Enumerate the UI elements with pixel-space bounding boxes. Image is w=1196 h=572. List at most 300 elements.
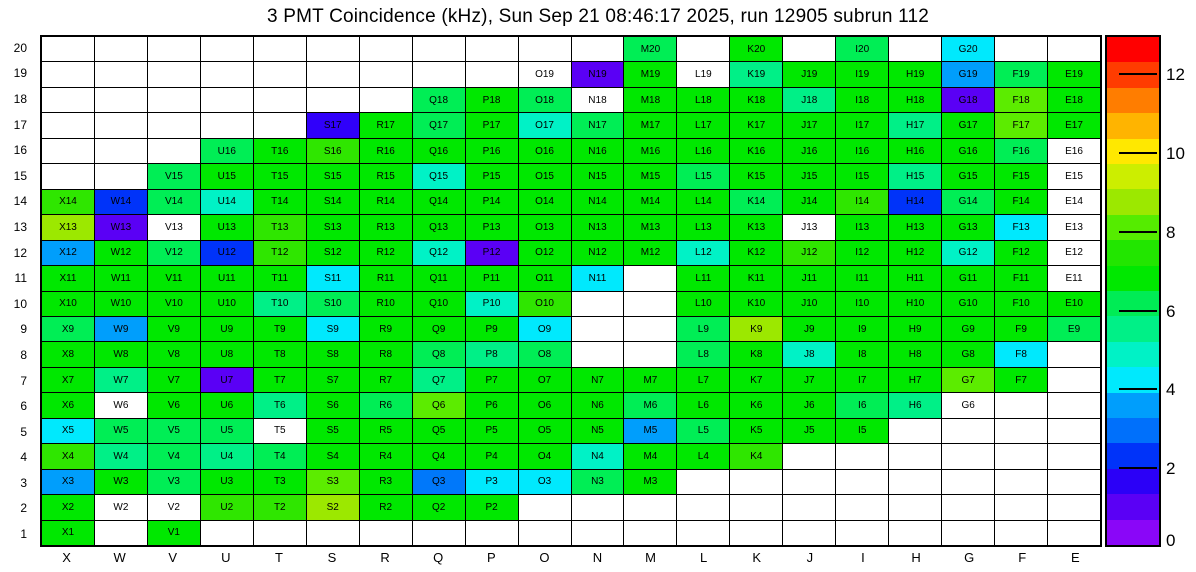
- heatmap-cell: [624, 292, 676, 316]
- heatmap-cell: [307, 368, 359, 392]
- cell-label: M5: [643, 425, 658, 437]
- cell-label: W3: [113, 476, 129, 488]
- heatmap-cell: [942, 190, 994, 214]
- heatmap-cell: [889, 215, 941, 239]
- cell-label: O18: [535, 94, 554, 106]
- x-tick-label: R: [380, 550, 390, 565]
- cell-label: T14: [271, 196, 289, 208]
- heatmap-cell: [730, 342, 782, 366]
- cell-label: K9: [750, 323, 763, 335]
- heatmap-cell: [360, 368, 412, 392]
- heatmap-cell: [942, 88, 994, 112]
- cell-label: G6: [961, 400, 975, 412]
- heatmap-cell: [836, 164, 888, 188]
- cell-label: X5: [61, 425, 75, 437]
- colorbar-band: [1107, 342, 1159, 367]
- heatmap-cell: [624, 190, 676, 214]
- y-tick-label: 17: [13, 117, 27, 132]
- heatmap-cell: [519, 444, 571, 468]
- cell-label: O6: [537, 400, 552, 412]
- heatmap-cell: [466, 317, 518, 341]
- cell-label: J9: [803, 323, 815, 335]
- heatmap-cell: [201, 317, 253, 341]
- heatmap-cell: [413, 37, 465, 61]
- heatmap-cell: [572, 241, 624, 265]
- heatmap-cell: [889, 444, 941, 468]
- colorbar-tick-label: 8: [1166, 222, 1176, 242]
- heatmap-cell: [519, 342, 571, 366]
- heatmap-cell: [466, 190, 518, 214]
- cell-label: T11: [271, 272, 289, 284]
- heatmap-cell: [360, 241, 412, 265]
- cell-label: R5: [379, 425, 393, 437]
- heatmap-cell: [466, 88, 518, 112]
- cell-label: T7: [273, 374, 286, 386]
- cell-label: M6: [643, 400, 658, 412]
- cell-label: H10: [905, 298, 925, 310]
- heatmap-cell: [42, 215, 94, 239]
- cell-label: E18: [1065, 94, 1083, 106]
- colorbar-tick-label: 0: [1166, 531, 1176, 550]
- colorbar-band: [1107, 316, 1159, 341]
- heatmap-cell: [413, 190, 465, 214]
- heatmap-cell: [730, 139, 782, 163]
- heatmap-cell: [783, 37, 835, 61]
- heatmap-cell: [466, 521, 518, 545]
- heatmap-cell: [836, 419, 888, 443]
- heatmap-cell: [995, 342, 1047, 366]
- heatmap-cell: [519, 113, 571, 137]
- heatmap-cell: [148, 470, 200, 494]
- heatmap-cell: [466, 62, 518, 86]
- cell-label: Q14: [429, 196, 449, 208]
- heatmap-cell: [995, 393, 1047, 417]
- cell-label: F11: [1012, 272, 1030, 284]
- x-tick-label: P: [486, 550, 496, 565]
- cell-label: T16: [271, 145, 289, 157]
- heatmap-cell: [836, 88, 888, 112]
- colorbar-tick: [1119, 231, 1157, 233]
- heatmap-cell: [730, 393, 782, 417]
- heatmap-cell: [942, 292, 994, 316]
- cell-label: P9: [485, 323, 498, 335]
- heatmap-cell: [360, 37, 412, 61]
- heatmap-cell: [254, 164, 306, 188]
- heatmap-cell: [42, 342, 94, 366]
- heatmap-cell: [995, 164, 1047, 188]
- heatmap-cell: [466, 113, 518, 137]
- heatmap-cell: [254, 139, 306, 163]
- heatmap-cell: [95, 215, 147, 239]
- cell-label: Q13: [429, 221, 449, 233]
- heatmap-cell: [307, 37, 359, 61]
- heatmap-cell: [466, 368, 518, 392]
- heatmap-cell: [572, 266, 624, 290]
- x-tick-label: N: [592, 550, 603, 565]
- cell-label: Q3: [431, 476, 446, 488]
- heatmap-cell: [942, 342, 994, 366]
- heatmap-cell: [942, 470, 994, 494]
- y-tick-label: 7: [20, 373, 27, 388]
- cell-label: W2: [113, 501, 129, 513]
- cell-label: M15: [640, 170, 661, 182]
- cell-label: H6: [908, 400, 922, 412]
- y-tick-label: 12: [13, 245, 27, 260]
- heatmap-cell: [254, 521, 306, 545]
- cell-label: Q6: [431, 400, 446, 412]
- cell-label: E13: [1065, 221, 1083, 233]
- heatmap-cell: [307, 62, 359, 86]
- heatmap-cell: [307, 190, 359, 214]
- heatmap-cell: [42, 88, 94, 112]
- heatmap-cell: [466, 444, 518, 468]
- cell-label: H15: [905, 170, 925, 182]
- colorbar-band: [1107, 215, 1159, 240]
- cell-label: Q5: [431, 425, 446, 437]
- heatmap-cell: [836, 241, 888, 265]
- heatmap-cell: [730, 113, 782, 137]
- cell-label: N14: [588, 196, 607, 208]
- heatmap-cell: [572, 164, 624, 188]
- cell-label: I14: [855, 196, 870, 208]
- heatmap-cell: [624, 317, 676, 341]
- cell-label: P13: [482, 221, 501, 233]
- cell-label: S8: [326, 349, 339, 361]
- cell-label: Q8: [431, 349, 446, 361]
- cell-label: J15: [801, 170, 818, 182]
- heatmap-cell: [572, 190, 624, 214]
- heatmap-cell: [995, 317, 1047, 341]
- cell-label: E10: [1065, 298, 1083, 310]
- cell-label: X1: [61, 527, 75, 539]
- cell-label: N7: [591, 374, 604, 386]
- heatmap-cell: [783, 393, 835, 417]
- heatmap-cell: [42, 495, 94, 519]
- heatmap-cell: [201, 444, 253, 468]
- heatmap-cell: [201, 470, 253, 494]
- cell-label: O17: [535, 120, 554, 132]
- colorbar-band: [1107, 88, 1159, 113]
- y-tick-label: 8: [20, 347, 27, 362]
- cell-label: F17: [1012, 120, 1030, 132]
- heatmap-cell: [307, 470, 359, 494]
- cell-label: R13: [376, 221, 395, 233]
- heatmap-cell: [889, 37, 941, 61]
- cell-label: L13: [695, 221, 712, 233]
- cell-label: W11: [111, 272, 131, 284]
- heatmap-cell: [889, 113, 941, 137]
- heatmap-cell: [307, 139, 359, 163]
- heatmap-cell: [201, 419, 253, 443]
- heatmap-cell: [254, 393, 306, 417]
- heatmap-cell: [519, 495, 571, 519]
- heatmap-cell: [95, 470, 147, 494]
- cell-label: I12: [855, 247, 870, 259]
- x-tick-label: S: [327, 550, 337, 565]
- heatmap-cell: [254, 215, 306, 239]
- heatmap-cell: [466, 215, 518, 239]
- cell-label: S14: [323, 196, 342, 208]
- cell-label: J14: [801, 196, 818, 208]
- heatmap-cell: [942, 164, 994, 188]
- cell-label: J19: [801, 69, 818, 81]
- heatmap-cell: [783, 495, 835, 519]
- cell-label: X11: [59, 272, 77, 284]
- x-tick-label: O: [539, 550, 550, 565]
- cell-label: W8: [113, 349, 129, 361]
- cell-label: O10: [535, 298, 554, 310]
- cell-label: P10: [482, 298, 501, 310]
- heatmap-cell: [942, 241, 994, 265]
- heatmap-cell: [572, 113, 624, 137]
- heatmap-cell: [572, 88, 624, 112]
- cell-label: P7: [485, 374, 498, 386]
- heatmap-cell: [42, 419, 94, 443]
- heatmap-cell: [307, 164, 359, 188]
- y-tick-label: 2: [20, 501, 27, 516]
- cell-label: L15: [695, 170, 712, 182]
- heatmap-cell: [624, 495, 676, 519]
- colorbar-tick: [1119, 388, 1157, 390]
- heatmap-cell: [995, 521, 1047, 545]
- heatmap-cell: [254, 241, 306, 265]
- heatmap-cell: [624, 62, 676, 86]
- heatmap-cell: [360, 317, 412, 341]
- colorbar-band: [1107, 418, 1159, 443]
- heatmap-cell: [254, 88, 306, 112]
- heatmap-cell: [1048, 266, 1100, 290]
- cell-label: F10: [1012, 298, 1030, 310]
- heatmap-cell: [572, 292, 624, 316]
- y-tick-label: 1: [20, 527, 27, 542]
- heatmap-cell: [201, 164, 253, 188]
- heatmap-cell: [519, 139, 571, 163]
- cell-label: W6: [113, 400, 129, 412]
- heatmap-cell: [148, 266, 200, 290]
- cell-label: J10: [801, 298, 818, 310]
- heatmap-cell: [413, 139, 465, 163]
- heatmap-cell: [836, 292, 888, 316]
- heatmap-cell: [836, 470, 888, 494]
- y-tick-label: 4: [20, 450, 27, 465]
- cell-label: Q7: [431, 374, 446, 386]
- x-tick-label: M: [645, 550, 656, 565]
- heatmap-cell: [42, 521, 94, 545]
- cell-label: R16: [376, 145, 395, 157]
- cell-label: R11: [376, 272, 395, 284]
- heatmap-cell: [413, 368, 465, 392]
- colorbar-band: [1107, 443, 1159, 468]
- y-tick-label: 10: [13, 296, 27, 311]
- cell-label: S2: [326, 501, 339, 513]
- heatmap-cell: [254, 62, 306, 86]
- x-tick-label: H: [911, 550, 921, 565]
- cell-label: Q2: [431, 501, 446, 513]
- heatmap-cell: [995, 62, 1047, 86]
- cell-label: G19: [958, 69, 978, 81]
- heatmap-cell: [201, 37, 253, 61]
- cell-label: S3: [326, 476, 339, 488]
- cell-label: G20: [958, 43, 978, 55]
- heatmap-cell: [783, 62, 835, 86]
- cell-label: S7: [326, 374, 339, 386]
- heatmap-cell: [572, 342, 624, 366]
- y-tick-label: 5: [20, 424, 27, 439]
- heatmap-cell: [307, 215, 359, 239]
- cell-label: H13: [905, 221, 925, 233]
- heatmap-cell: [519, 317, 571, 341]
- heatmap-cell: [413, 444, 465, 468]
- heatmap-cell: [307, 495, 359, 519]
- cell-label: U12: [217, 247, 236, 259]
- heatmap-cell: [148, 241, 200, 265]
- cell-label: F7: [1015, 374, 1027, 386]
- heatmap-cell: [148, 164, 200, 188]
- heatmap-cell: [1048, 470, 1100, 494]
- cell-label: V4: [167, 450, 180, 462]
- heatmap-cell: [95, 368, 147, 392]
- heatmap-cell: [677, 164, 729, 188]
- colorbar-band: [1107, 469, 1159, 494]
- colorbar-tick: [1119, 467, 1157, 469]
- heatmap-cell: [730, 164, 782, 188]
- heatmap-cell: [519, 521, 571, 545]
- cell-label: R12: [376, 247, 395, 259]
- heatmap-cell: [413, 342, 465, 366]
- cell-label: Q9: [431, 323, 446, 335]
- heatmap-cell: [624, 470, 676, 494]
- cell-label: O9: [537, 323, 552, 335]
- heatmap-cell: [413, 266, 465, 290]
- colorbar-band: [1107, 164, 1159, 189]
- heatmap-cell: [360, 495, 412, 519]
- heatmap-cell: [148, 190, 200, 214]
- colorbar-band: [1107, 189, 1159, 214]
- heatmap-cell: [201, 139, 253, 163]
- heatmap-cell: [624, 342, 676, 366]
- cell-label: M16: [640, 145, 661, 157]
- heatmap-cell: [942, 317, 994, 341]
- heatmap-cell: [995, 37, 1047, 61]
- y-tick-label: 13: [13, 219, 27, 234]
- heatmap-cell: [148, 215, 200, 239]
- heatmap-cell: [307, 317, 359, 341]
- heatmap-cell: [1048, 521, 1100, 545]
- heatmap-cell: [360, 190, 412, 214]
- heatmap-cell: [783, 419, 835, 443]
- cell-label: P2: [485, 501, 498, 513]
- colorbar-tick: [1119, 545, 1157, 547]
- cell-label: K18: [747, 94, 766, 106]
- heatmap-cell: [677, 88, 729, 112]
- cell-label: K4: [750, 450, 763, 462]
- heatmap-cell: [783, 292, 835, 316]
- colorbar: [1105, 35, 1161, 547]
- heatmap-cell: [995, 444, 1047, 468]
- cell-label: M18: [640, 94, 661, 106]
- heatmap-cell: [836, 342, 888, 366]
- cell-label: I6: [858, 400, 867, 412]
- x-tick-label: K: [752, 550, 762, 565]
- x-tick-label: T: [274, 550, 283, 565]
- cell-label: W10: [110, 298, 132, 310]
- heatmap-cell: [730, 317, 782, 341]
- cell-label: V9: [167, 323, 180, 335]
- heatmap-cell: [307, 419, 359, 443]
- heatmap-cell: [624, 139, 676, 163]
- heatmap-cell: [95, 521, 147, 545]
- heatmap-cell: [783, 317, 835, 341]
- y-tick-label: 11: [14, 271, 27, 286]
- heatmap-cell: [466, 495, 518, 519]
- cell-label: N4: [591, 450, 604, 462]
- heatmap-cell: [413, 292, 465, 316]
- heatmap-cell: [201, 62, 253, 86]
- heatmap-cell: [519, 88, 571, 112]
- heatmap-cell: [254, 266, 306, 290]
- heatmap-cell: [95, 164, 147, 188]
- cell-label: R10: [376, 298, 395, 310]
- heatmap-cell: [624, 444, 676, 468]
- cell-label: L12: [695, 247, 712, 259]
- cell-label: H11: [906, 272, 924, 284]
- heatmap-cell: [677, 317, 729, 341]
- cell-label: X8: [61, 349, 75, 361]
- heatmap-cell: [889, 495, 941, 519]
- cell-label: K15: [747, 170, 766, 182]
- heatmap-cell: [466, 164, 518, 188]
- colorbar-band: [1107, 393, 1159, 418]
- cell-label: G14: [958, 196, 978, 208]
- heatmap-cell: [307, 444, 359, 468]
- cell-label: L10: [695, 298, 712, 310]
- heatmap-cell: [995, 495, 1047, 519]
- cell-label: U9: [220, 323, 234, 335]
- cell-label: T2: [273, 501, 286, 513]
- cell-label: S15: [323, 170, 342, 182]
- cell-label: U4: [220, 450, 234, 462]
- cell-label: N6: [591, 400, 604, 412]
- cell-label: S9: [326, 323, 339, 335]
- cell-label: V6: [167, 400, 180, 412]
- cell-label: X12: [59, 247, 77, 259]
- cell-label: L18: [695, 94, 712, 106]
- cell-label: M13: [640, 221, 661, 233]
- x-tick-label: F: [1018, 550, 1027, 565]
- heatmap-cell: [201, 88, 253, 112]
- x-tick-label: W: [113, 550, 126, 565]
- cell-label: E9: [1067, 323, 1081, 335]
- heatmap-cell: [624, 368, 676, 392]
- cell-label: I13: [855, 221, 870, 233]
- cell-label: N5: [591, 425, 604, 437]
- heatmap-cell: [836, 393, 888, 417]
- cell-label: R17: [376, 120, 395, 132]
- cell-label: E15: [1065, 170, 1083, 182]
- y-axis: [0, 35, 34, 547]
- cell-label: F14: [1012, 196, 1030, 208]
- heatmap-cell: [95, 139, 147, 163]
- heatmap-cell: [95, 419, 147, 443]
- heatmap-cell: [677, 139, 729, 163]
- heatmap-cell: [254, 495, 306, 519]
- cell-label: I17: [855, 120, 870, 132]
- heatmap-cell: [42, 241, 94, 265]
- heatmap-cell: [360, 113, 412, 137]
- heatmap-cell: [42, 37, 94, 61]
- heatmap-cell: [942, 37, 994, 61]
- x-axis: [40, 550, 1102, 568]
